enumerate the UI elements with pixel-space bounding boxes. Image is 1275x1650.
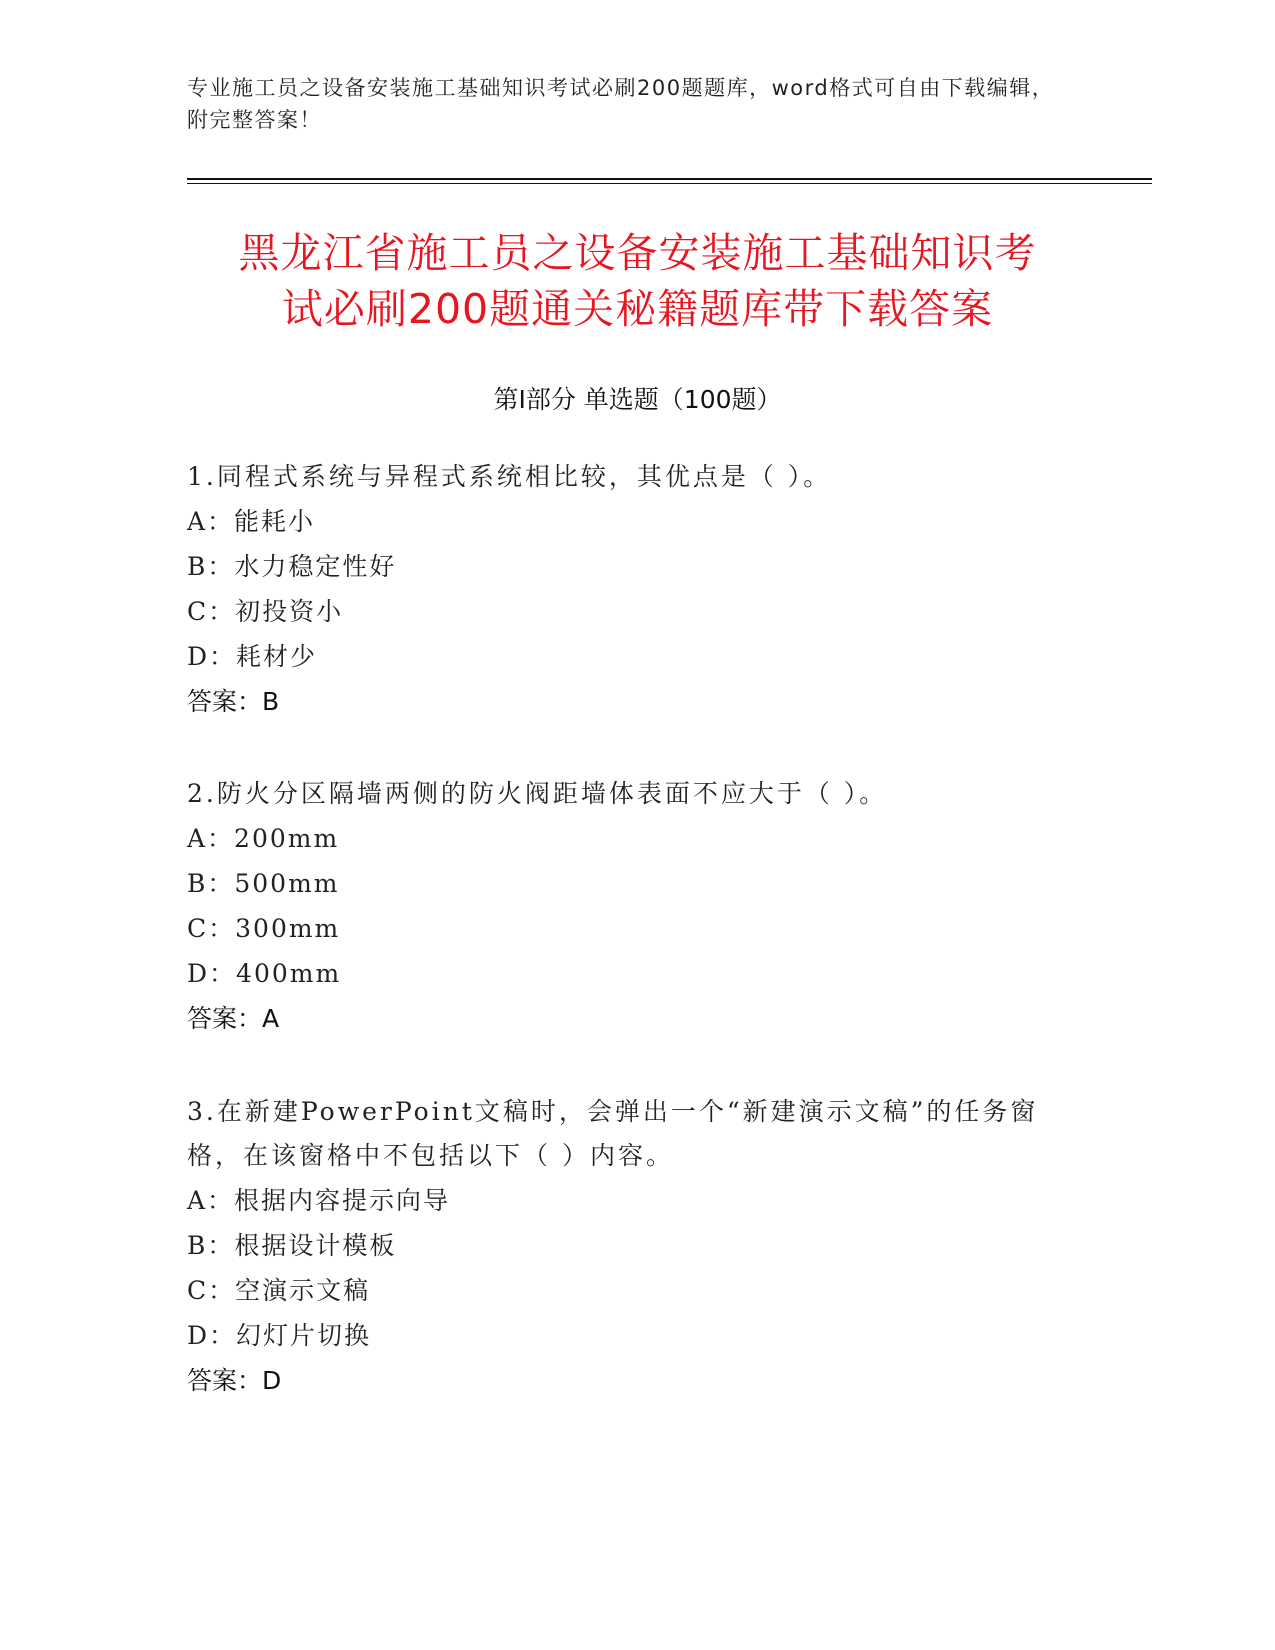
answer: 答案：B — [187, 687, 280, 716]
question-stem: 2.防火分区隔墙两侧的防火阀距墙体表面不应大于（ ）。 — [187, 779, 888, 808]
title-line-1: 黑龙江省施工员之设备安装施工基础知识考 — [238, 229, 1037, 277]
option-d: D：幻灯片切换 — [187, 1321, 372, 1350]
header-divider-thick — [187, 178, 1152, 180]
option-a: A：根据内容提示向导 — [187, 1186, 451, 1215]
option-c: C：300mm — [187, 914, 341, 943]
section-title: 第Ⅰ部分 单选题（100题） — [493, 385, 782, 414]
header-note: 专业施工员之设备安装施工基础知识考试必刷200题题库，word格式可自由下载编辑，附完整答案！ — [187, 76, 1055, 132]
option-d: D：400mm — [187, 959, 342, 988]
question-2 — [187, 772, 1077, 1041]
option-c: C：空演示文稿 — [187, 1276, 371, 1305]
option-b: B：水力稳定性好 — [187, 552, 397, 581]
document-title — [160, 225, 1115, 337]
option-b: B：500mm — [187, 869, 340, 898]
answer: 答案：D — [187, 1366, 282, 1395]
title-line-2: 试必刷200题通关秘籍题库带下载答案 — [281, 285, 994, 333]
option-c: C：初投资小 — [187, 597, 344, 626]
option-a: A：能耗小 — [187, 507, 316, 536]
question-3 — [187, 1090, 1077, 1403]
answer: 答案：A — [187, 1004, 280, 1033]
header-divider-thin — [187, 183, 1152, 184]
question-stem: 3.在新建PowerPoint文稿时，会弹出一个“新建演示文稿”的任务窗格，在该窗格中不包括以下（ ）内容。 — [187, 1097, 1039, 1170]
option-b: B：根据设计模板 — [187, 1231, 397, 1260]
option-d: D：耗材少 — [187, 642, 318, 671]
option-a: A：200mm — [187, 824, 340, 853]
question-stem: 1.同程式系统与异程式系统相比较，其优点是（ ）。 — [187, 462, 832, 491]
question-1 — [187, 455, 1077, 724]
